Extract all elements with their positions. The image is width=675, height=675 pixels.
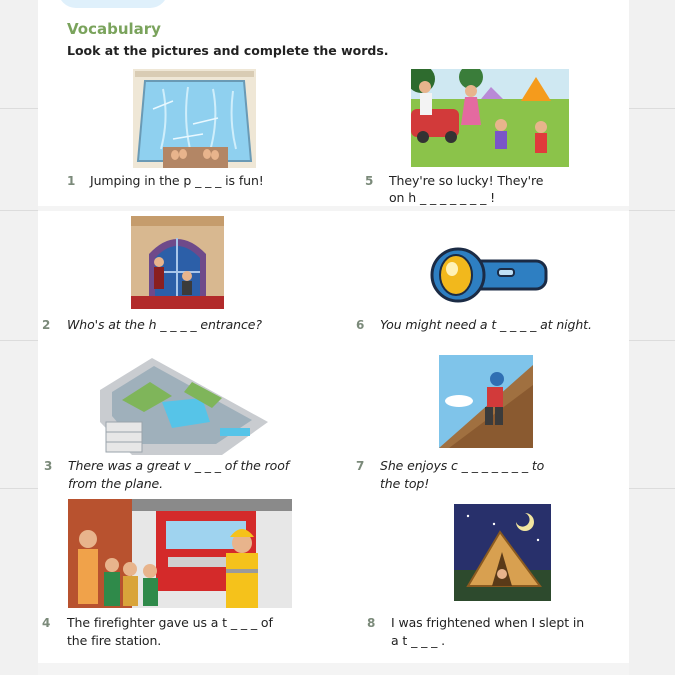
picture-camping-holiday bbox=[411, 69, 569, 167]
picture-hotel-entrance bbox=[131, 216, 224, 309]
item-number: 3 bbox=[44, 459, 53, 473]
background-rule bbox=[0, 108, 38, 109]
item-sentence: I was frightened when I slept in bbox=[391, 615, 585, 630]
background-rule bbox=[629, 488, 675, 489]
item-number: 2 bbox=[42, 318, 51, 332]
picture-rooftop-view bbox=[92, 352, 268, 455]
page-seam bbox=[38, 206, 629, 211]
item-sentence: Jumping in the p _ _ _ is fun! bbox=[90, 173, 264, 188]
item-sentence: They're so lucky! They're bbox=[389, 173, 544, 188]
section-title: Vocabulary bbox=[67, 20, 161, 38]
picture-torch bbox=[428, 247, 549, 305]
item-sentence: She enjoys c _ _ _ _ _ _ _ to bbox=[380, 458, 545, 473]
item-sentence: There was a great v _ _ _ of the roof bbox=[68, 458, 290, 473]
item-sentence-continued: the top! bbox=[380, 476, 430, 491]
background-rule bbox=[629, 108, 675, 109]
item-number: 6 bbox=[356, 318, 365, 332]
item-sentence: You might need a t _ _ _ _ at night. bbox=[380, 317, 592, 332]
item-sentence-continued: on h _ _ _ _ _ _ _ ! bbox=[389, 190, 496, 205]
background-rule bbox=[629, 210, 675, 211]
item-sentence-continued: the fire station. bbox=[67, 633, 162, 648]
picture-swimming-pool bbox=[133, 69, 256, 168]
page-bottom-margin bbox=[38, 663, 629, 675]
instruction-text: Look at the pictures and complete the words. bbox=[67, 43, 389, 58]
background-rule bbox=[0, 340, 38, 341]
background-rule bbox=[629, 340, 675, 341]
header-cloud-decoration bbox=[58, 0, 168, 8]
item-number: 1 bbox=[67, 174, 76, 188]
item-number: 4 bbox=[42, 616, 51, 630]
background-rule bbox=[0, 488, 38, 489]
picture-fire-station-tour bbox=[68, 499, 292, 608]
item-sentence: The firefighter gave us a t _ _ _ of bbox=[67, 615, 273, 630]
picture-climbing bbox=[439, 355, 533, 448]
item-sentence: Who's at the h _ _ _ _ entrance? bbox=[67, 317, 262, 332]
item-sentence-continued: a t _ _ _ . bbox=[391, 633, 446, 648]
item-number: 7 bbox=[356, 459, 365, 473]
background-rule bbox=[0, 210, 38, 211]
item-number: 8 bbox=[367, 616, 376, 630]
item-number: 5 bbox=[365, 174, 374, 188]
item-sentence-continued: from the plane. bbox=[68, 476, 163, 491]
picture-tent-at-night bbox=[454, 504, 551, 601]
